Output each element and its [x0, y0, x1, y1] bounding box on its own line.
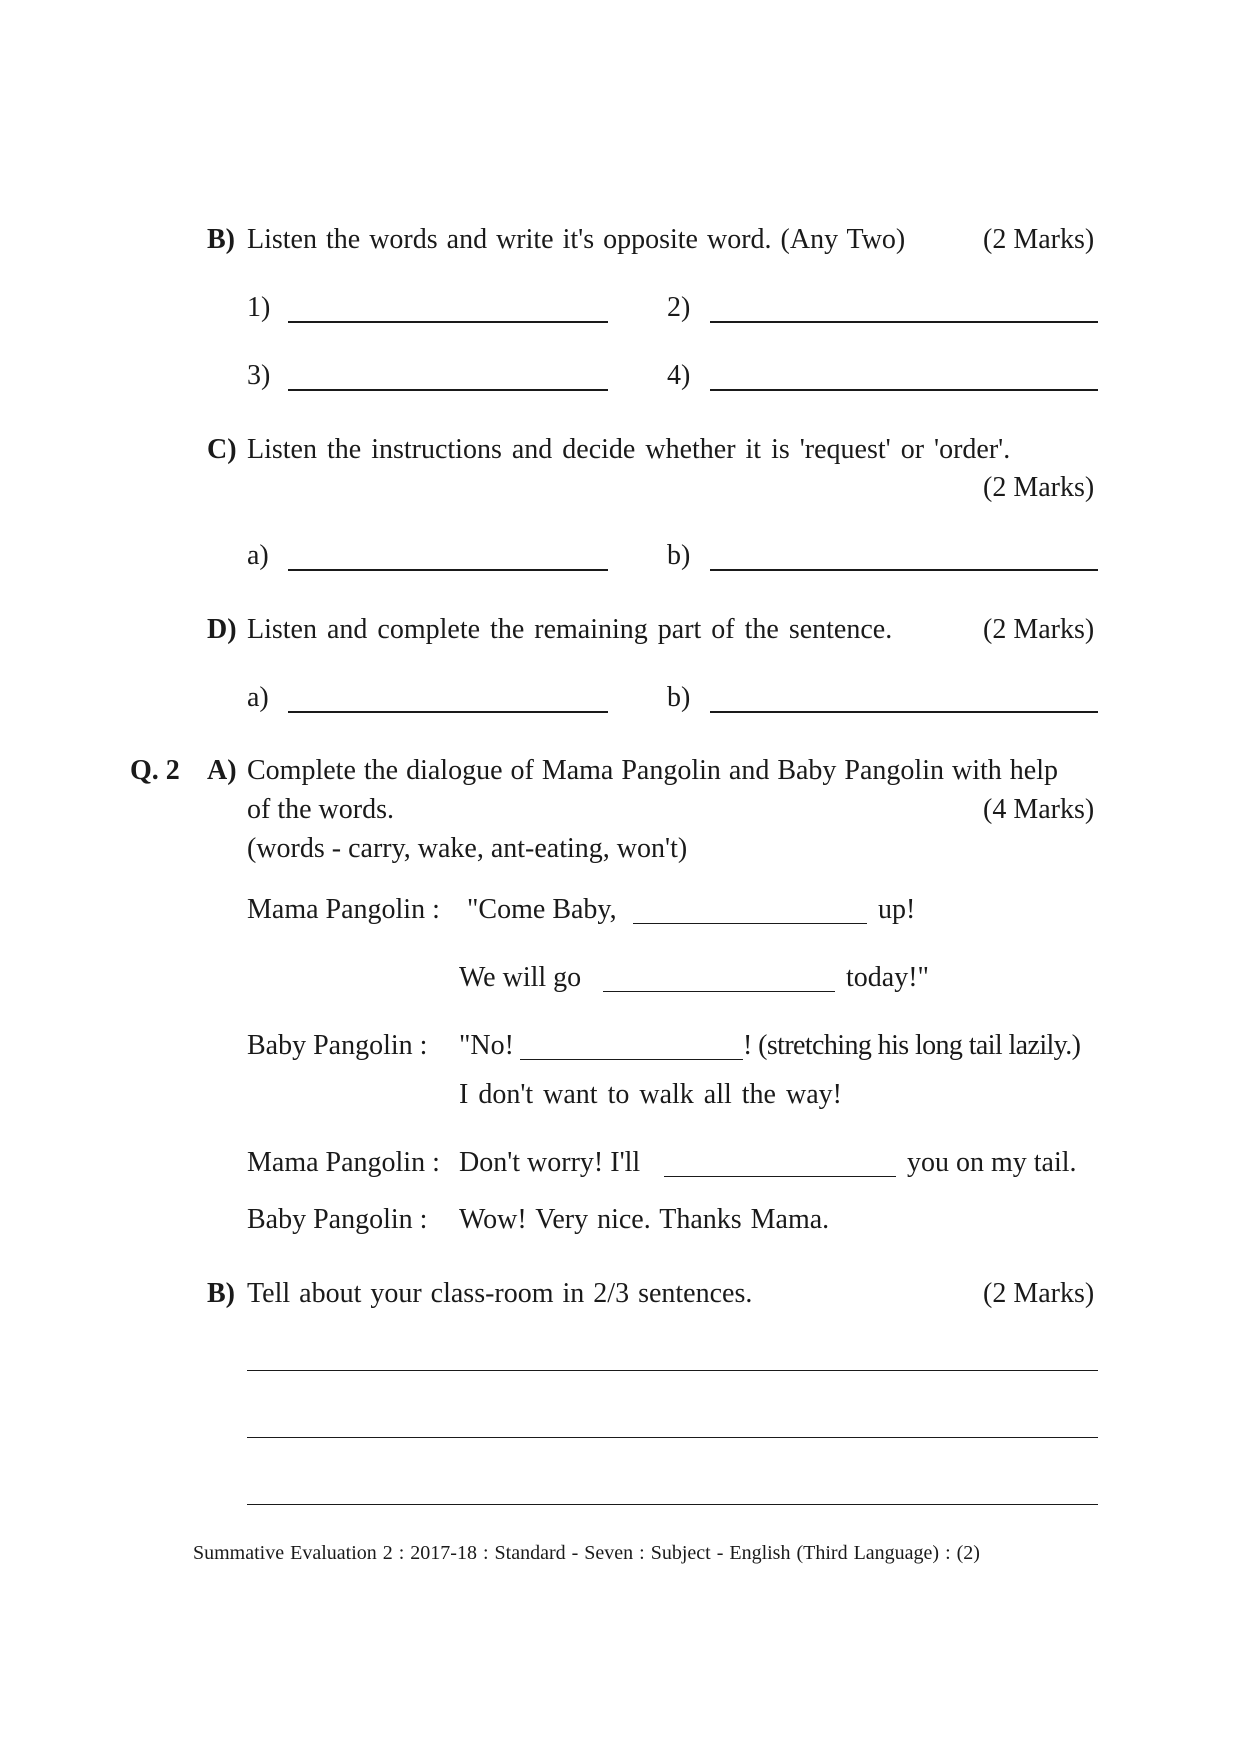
- answer-line[interactable]: [710, 711, 1098, 713]
- q1c-item-b: b): [667, 540, 691, 571]
- blank-line[interactable]: [520, 1059, 743, 1060]
- answer-line[interactable]: [710, 389, 1098, 391]
- dialogue-text: up!: [878, 894, 916, 925]
- q1b-item-3: 3): [247, 360, 271, 391]
- q2-number: Q. 2: [130, 755, 180, 786]
- answer-line[interactable]: [288, 321, 608, 323]
- dialogue-text: I don't want to walk all the way!: [459, 1079, 842, 1110]
- q1b-item-4: 4): [667, 360, 691, 391]
- q2a-label: A): [207, 755, 237, 786]
- q1b-question: Listen the words and write it's opposite word. (Any Two): [247, 224, 906, 255]
- q1d-label: D): [207, 614, 237, 645]
- answer-line[interactable]: [288, 711, 608, 713]
- writing-line[interactable]: [247, 1504, 1098, 1505]
- q1c-marks: (2 Marks): [983, 472, 1095, 503]
- dialogue-text: "No!: [459, 1030, 514, 1061]
- q1b-item-1: 1): [247, 292, 271, 323]
- dialogue-text: you on my tail.: [907, 1147, 1077, 1178]
- dialogue-text: Wow! Very nice. Thanks Mama.: [459, 1204, 830, 1235]
- blank-line[interactable]: [603, 991, 835, 992]
- answer-line[interactable]: [710, 321, 1098, 323]
- answer-line[interactable]: [710, 569, 1098, 571]
- mama-speaker: Mama Pangolin :: [247, 1147, 440, 1178]
- q2b-label: B): [207, 1278, 235, 1309]
- q1d-item-a: a): [247, 682, 269, 713]
- baby-speaker: Baby Pangolin :: [247, 1030, 428, 1061]
- q1b-item-2: 2): [667, 292, 691, 323]
- q2a-word-list: (words - carry, wake, ant-eating, won't): [247, 833, 688, 864]
- mama-speaker: Mama Pangolin :: [247, 894, 440, 925]
- dialogue-text: "Come Baby,: [467, 894, 617, 925]
- blank-line[interactable]: [664, 1176, 896, 1177]
- q1d-question: Listen and complete the remaining part of the sentence.: [247, 614, 893, 645]
- answer-line[interactable]: [288, 569, 608, 571]
- q2b-marks: (2 Marks): [983, 1278, 1095, 1309]
- writing-line[interactable]: [247, 1437, 1098, 1438]
- baby-speaker: Baby Pangolin :: [247, 1204, 428, 1235]
- q1c-item-a: a): [247, 540, 269, 571]
- blank-line[interactable]: [633, 923, 867, 924]
- q1b-label: B): [207, 224, 235, 255]
- q2a-question-line2: of the words.: [247, 794, 394, 825]
- q2b-question: Tell about your class-room in 2/3 sentences.: [247, 1278, 753, 1309]
- q2a-marks: (4 Marks): [983, 794, 1095, 825]
- q1c-label: C): [207, 434, 237, 465]
- q1b-marks: (2 Marks): [983, 224, 1095, 255]
- q2a-question-line1: Complete the dialogue of Mama Pangolin and Baby Pangolin with help: [247, 755, 1058, 786]
- q1c-question: Listen the instructions and decide whether it is 'request' or 'order'.: [247, 434, 1011, 465]
- dialogue-text: Don't worry! I'll: [459, 1147, 641, 1178]
- q1d-item-b: b): [667, 682, 691, 713]
- writing-line[interactable]: [247, 1370, 1098, 1371]
- dialogue-text: today!": [846, 962, 929, 993]
- dialogue-text: ! (stretching his long tail lazily.): [743, 1030, 1081, 1061]
- dialogue-text: We will go: [459, 962, 582, 993]
- page-footer: Summative Evaluation 2 : 2017-18 : Standard - Seven : Subject - English (Third Language) : (2): [193, 1542, 980, 1564]
- q1d-marks: (2 Marks): [983, 614, 1095, 645]
- answer-line[interactable]: [288, 389, 608, 391]
